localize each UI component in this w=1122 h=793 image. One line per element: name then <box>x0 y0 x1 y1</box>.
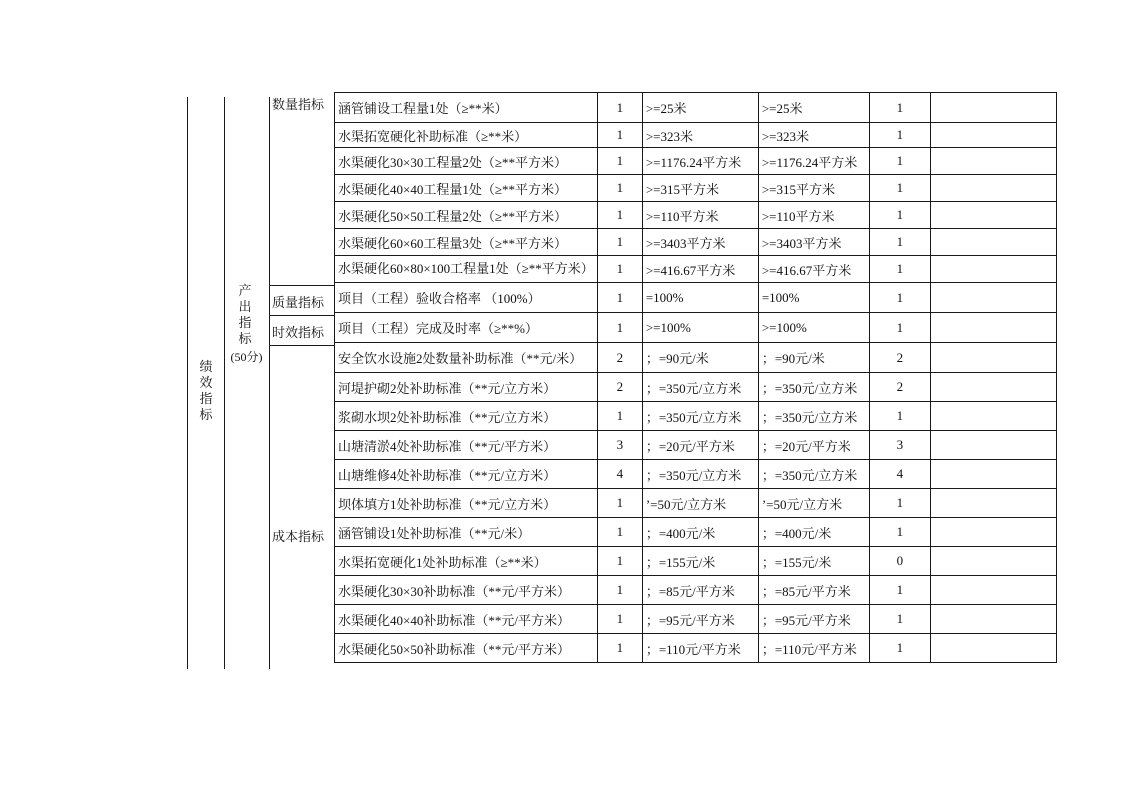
weight-cell: 1 <box>597 148 642 175</box>
score-cell: 1 <box>869 256 930 283</box>
target-value-cell: >=315平方米 <box>642 175 758 202</box>
weight-cell: 2 <box>597 343 642 373</box>
actual-value-cell: ；=350元/立方米 <box>758 373 869 402</box>
group-label-quality: 质量指标 <box>272 295 325 310</box>
actual-value-cell: >=100% <box>758 313 869 343</box>
weight-cell: 1 <box>597 123 642 148</box>
indicator-cell: 水渠硬化60×60工程量3处（≥**平方米） <box>335 229 598 256</box>
target-value-cell: =100% <box>642 283 758 313</box>
target-value-cell: >=3403平方米 <box>642 229 758 256</box>
score-cell: 2 <box>869 373 930 402</box>
remark-cell <box>930 148 1056 175</box>
target-value-cell: ；=90元/米 <box>642 343 758 373</box>
indicator-cell: 项目（工程）完成及时率（≥**%） <box>335 313 598 343</box>
indicator-cell: 水渠硬化30×30补助标准（**元/平方米） <box>335 576 598 605</box>
indicator-cell: 水渠硬化30×30工程量2处（≥**平方米） <box>335 148 598 175</box>
indicator-cell: 项目（工程）验收合格率 （100%） <box>335 283 598 313</box>
frame-line-outer <box>187 97 188 669</box>
table-row <box>335 148 1057 175</box>
weight-cell: 4 <box>597 460 642 489</box>
remark-cell <box>930 547 1056 576</box>
group-divider-timeliness <box>269 345 335 346</box>
target-value-cell: >=1176.24平方米 <box>642 148 758 175</box>
actual-value-cell: >=315平方米 <box>758 175 869 202</box>
table-row <box>335 93 1057 123</box>
actual-value-cell: ；=85元/平方米 <box>758 576 869 605</box>
target-value-cell: >=323米 <box>642 123 758 148</box>
target-value-cell: ；=110元/平方米 <box>642 634 758 663</box>
actual-value-cell: >=25米 <box>758 93 869 123</box>
score-cell: 1 <box>869 175 930 202</box>
target-value-cell: ；=95元/平方米 <box>642 605 758 634</box>
actual-value-cell: ；=110元/平方米 <box>758 634 869 663</box>
actual-value-cell: ；=350元/立方米 <box>758 402 869 431</box>
score-cell: 1 <box>869 123 930 148</box>
weight-cell: 1 <box>597 283 642 313</box>
actual-value-cell: ；=90元/米 <box>758 343 869 373</box>
remark-cell <box>930 343 1056 373</box>
score-cell: 1 <box>869 605 930 634</box>
weight-cell: 1 <box>597 518 642 547</box>
score-cell: 1 <box>869 634 930 663</box>
remark-cell <box>930 576 1056 605</box>
remark-cell <box>930 202 1056 229</box>
indicator-cell: 水渠硬化40×40工程量1处（≥**平方米） <box>335 175 598 202</box>
target-value-cell: ；=350元/立方米 <box>642 373 758 402</box>
indicator-cell: 浆砌水坝2处补助标准（**元/立方米） <box>335 402 598 431</box>
remark-cell <box>930 605 1056 634</box>
output-indicator-label: 产 出 指 标 <box>238 283 252 346</box>
weight-cell: 1 <box>597 576 642 605</box>
table-row <box>335 373 1057 402</box>
indicator-cell: 坝体填方1处补助标准（**元/立方米） <box>335 489 598 518</box>
weight-cell: 1 <box>597 256 642 283</box>
group-label-cost: 成本指标 <box>272 529 325 544</box>
remark-cell <box>930 123 1056 148</box>
target-value-cell: >=25米 <box>642 93 758 123</box>
weight-cell: 3 <box>597 431 642 460</box>
table-row <box>335 343 1057 373</box>
table-row <box>335 402 1057 431</box>
indicator-cell: 涵管铺设1处补助标准（**元/米） <box>335 518 598 547</box>
indicator-cell: 河堤护砌2处补助标准（**元/立方米） <box>335 373 598 402</box>
weight-cell: 1 <box>597 202 642 229</box>
score-cell: 4 <box>869 460 930 489</box>
indicator-cell: 水渠硬化50×50补助标准（**元/平方米） <box>335 634 598 663</box>
indicator-cell: 山塘清淤4处补助标准（**元/平方米） <box>335 431 598 460</box>
weight-cell: 1 <box>597 489 642 518</box>
remark-cell <box>930 460 1056 489</box>
weight-cell: 1 <box>597 634 642 663</box>
table-row <box>335 605 1057 634</box>
table-row <box>335 123 1057 148</box>
score-cell: 3 <box>869 431 930 460</box>
weight-cell: 1 <box>597 93 642 123</box>
actual-value-cell: ；=350元/立方米 <box>758 460 869 489</box>
target-value-cell: >=110平方米 <box>642 202 758 229</box>
weight-cell: 1 <box>597 605 642 634</box>
score-cell: 1 <box>869 229 930 256</box>
score-cell: 1 <box>869 518 930 547</box>
group-label-timeliness: 时效指标 <box>272 325 325 340</box>
score-cell: 1 <box>869 93 930 123</box>
actual-value-cell: ；=20元/平方米 <box>758 431 869 460</box>
table-row <box>335 175 1057 202</box>
performance-indicator-label: 绩 效 指 标 <box>199 359 213 422</box>
indicator-cell: 水渠硬化50×50工程量2处（≥**平方米） <box>335 202 598 229</box>
score-cell: 1 <box>869 148 930 175</box>
remark-cell <box>930 634 1056 663</box>
actual-value-cell: >=3403平方米 <box>758 229 869 256</box>
indicator-cell: 水渠硬化60×80×100工程量1处（≥**平方米） <box>335 256 598 283</box>
score-cell: 2 <box>869 343 930 373</box>
score-cell: 0 <box>869 547 930 576</box>
score-cell: 1 <box>869 313 930 343</box>
remark-cell <box>930 402 1056 431</box>
actual-value-cell: >=110平方米 <box>758 202 869 229</box>
target-value-cell: ；=155元/米 <box>642 547 758 576</box>
target-value-cell: ’=50元/立方米 <box>642 489 758 518</box>
target-value-cell: >=416.67平方米 <box>642 256 758 283</box>
remark-cell <box>930 93 1056 123</box>
weight-cell: 1 <box>597 547 642 576</box>
score-cell: 1 <box>869 489 930 518</box>
table-row <box>335 460 1057 489</box>
output-score-label: (50分) <box>230 350 263 364</box>
actual-value-cell: ；=400元/米 <box>758 518 869 547</box>
actual-value-cell: >=1176.24平方米 <box>758 148 869 175</box>
weight-cell: 1 <box>597 402 642 431</box>
remark-cell <box>930 313 1056 343</box>
frame-line-performance <box>224 97 225 669</box>
target-value-cell: >=100% <box>642 313 758 343</box>
target-value-cell: ；=350元/立方米 <box>642 402 758 431</box>
score-cell: 1 <box>869 576 930 605</box>
table-row <box>335 431 1057 460</box>
indicator-cell: 水渠硬化40×40补助标准（**元/平方米） <box>335 605 598 634</box>
remark-cell <box>930 431 1056 460</box>
table-row <box>335 547 1057 576</box>
indicator-cell: 安全饮水设施2处数量补助标准（**元/米） <box>335 343 598 373</box>
score-cell: 1 <box>869 402 930 431</box>
remark-cell <box>930 283 1056 313</box>
metrics-table <box>334 92 1057 663</box>
target-value-cell: ；=85元/平方米 <box>642 576 758 605</box>
remark-cell <box>930 256 1056 283</box>
indicator-cell: 水渠拓宽硬化1处补助标准（≥**米） <box>335 547 598 576</box>
table-row <box>335 283 1057 313</box>
remark-cell <box>930 175 1056 202</box>
table-row <box>335 202 1057 229</box>
frame-line-output <box>269 97 270 669</box>
table-row <box>335 313 1057 343</box>
table-row <box>335 489 1057 518</box>
group-divider-quality <box>269 315 335 316</box>
actual-value-cell: >=416.67平方米 <box>758 256 869 283</box>
table-row <box>335 634 1057 663</box>
weight-cell: 2 <box>597 373 642 402</box>
actual-value-cell: >=323米 <box>758 123 869 148</box>
weight-cell: 1 <box>597 313 642 343</box>
group-label-quantity: 数量指标 <box>272 97 325 112</box>
indicator-cell: 涵管铺设工程量1处（≥**米） <box>335 93 598 123</box>
weight-cell: 1 <box>597 229 642 256</box>
indicator-cell: 山塘维修4处补助标准（**元/立方米） <box>335 460 598 489</box>
remark-cell <box>930 518 1056 547</box>
table-row <box>335 576 1057 605</box>
group-divider-quantity <box>269 285 335 286</box>
indicator-cell: 水渠拓宽硬化补助标准（≥**米） <box>335 123 598 148</box>
remark-cell <box>930 489 1056 518</box>
remark-cell <box>930 229 1056 256</box>
score-cell: 1 <box>869 202 930 229</box>
table-row <box>335 518 1057 547</box>
table-row <box>335 256 1057 283</box>
actual-value-cell: ’=50元/立方米 <box>758 489 869 518</box>
score-cell: 1 <box>869 283 930 313</box>
target-value-cell: ；=20元/平方米 <box>642 431 758 460</box>
actual-value-cell: ；=95元/平方米 <box>758 605 869 634</box>
target-value-cell: ；=400元/米 <box>642 518 758 547</box>
weight-cell: 1 <box>597 175 642 202</box>
actual-value-cell: =100% <box>758 283 869 313</box>
metrics-table-body <box>335 93 1057 663</box>
remark-cell <box>930 373 1056 402</box>
target-value-cell: ；=350元/立方米 <box>642 460 758 489</box>
actual-value-cell: ；=155元/米 <box>758 547 869 576</box>
table-row <box>335 229 1057 256</box>
